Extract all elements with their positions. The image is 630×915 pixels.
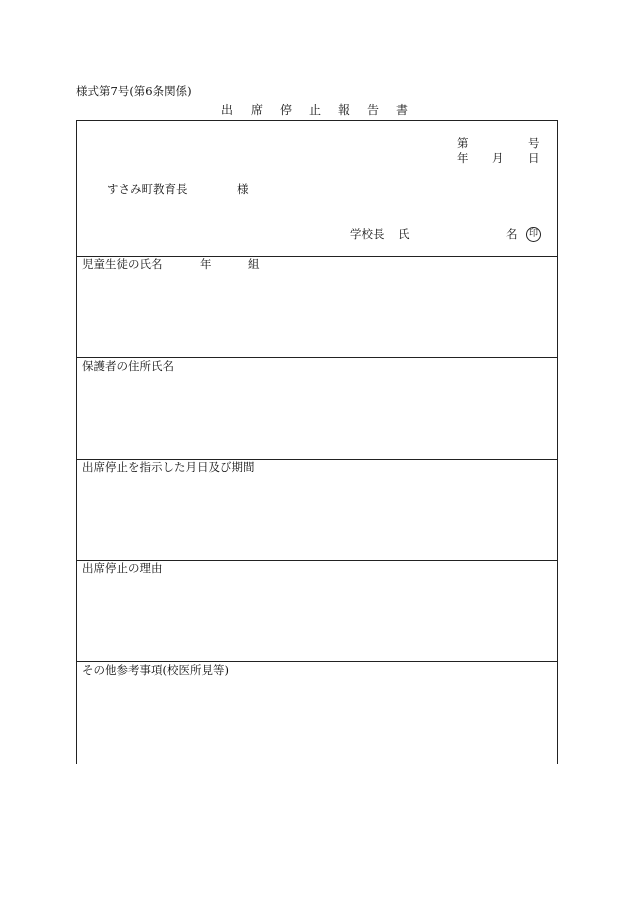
title-char: 出 <box>221 103 234 117</box>
title-char: 告 <box>367 103 380 117</box>
principal-label: 学校長 <box>350 227 385 241</box>
row-divider <box>76 357 557 358</box>
date-year-label: 年 <box>457 151 469 165</box>
name-label-2: 名 <box>506 227 518 241</box>
honorific: 様 <box>237 182 249 196</box>
student-class-label: 組 <box>248 257 260 271</box>
title-char: 席 <box>251 103 264 117</box>
date-month-label: 月 <box>492 151 504 165</box>
title-char: 報 <box>338 103 351 117</box>
guardian-label: 保護者の住所氏名 <box>82 359 174 373</box>
other-notes-label: その他参考事項(校医所見等) <box>82 663 229 677</box>
title-char: 書 <box>396 103 409 117</box>
row-divider <box>76 661 557 662</box>
student-year-label: 年 <box>200 257 212 271</box>
date-day-label: 日 <box>528 151 540 165</box>
reason-label: 出席停止の理由 <box>82 561 163 575</box>
title-char: 停 <box>280 103 293 117</box>
seal-mark: 印 <box>526 227 541 242</box>
number-prefix: 第 <box>457 136 469 150</box>
number-suffix: 号 <box>528 136 540 150</box>
title-char: 止 <box>309 103 322 117</box>
period-label: 出席停止を指示した月日及び期間 <box>82 460 255 474</box>
form-number: 様式第7号(第6条関係) <box>76 84 192 98</box>
name-label-1: 氏 <box>398 227 410 241</box>
student-name-label: 児童生徒の氏名 <box>82 257 163 271</box>
addressee: すさみ町教育長 <box>107 182 188 196</box>
